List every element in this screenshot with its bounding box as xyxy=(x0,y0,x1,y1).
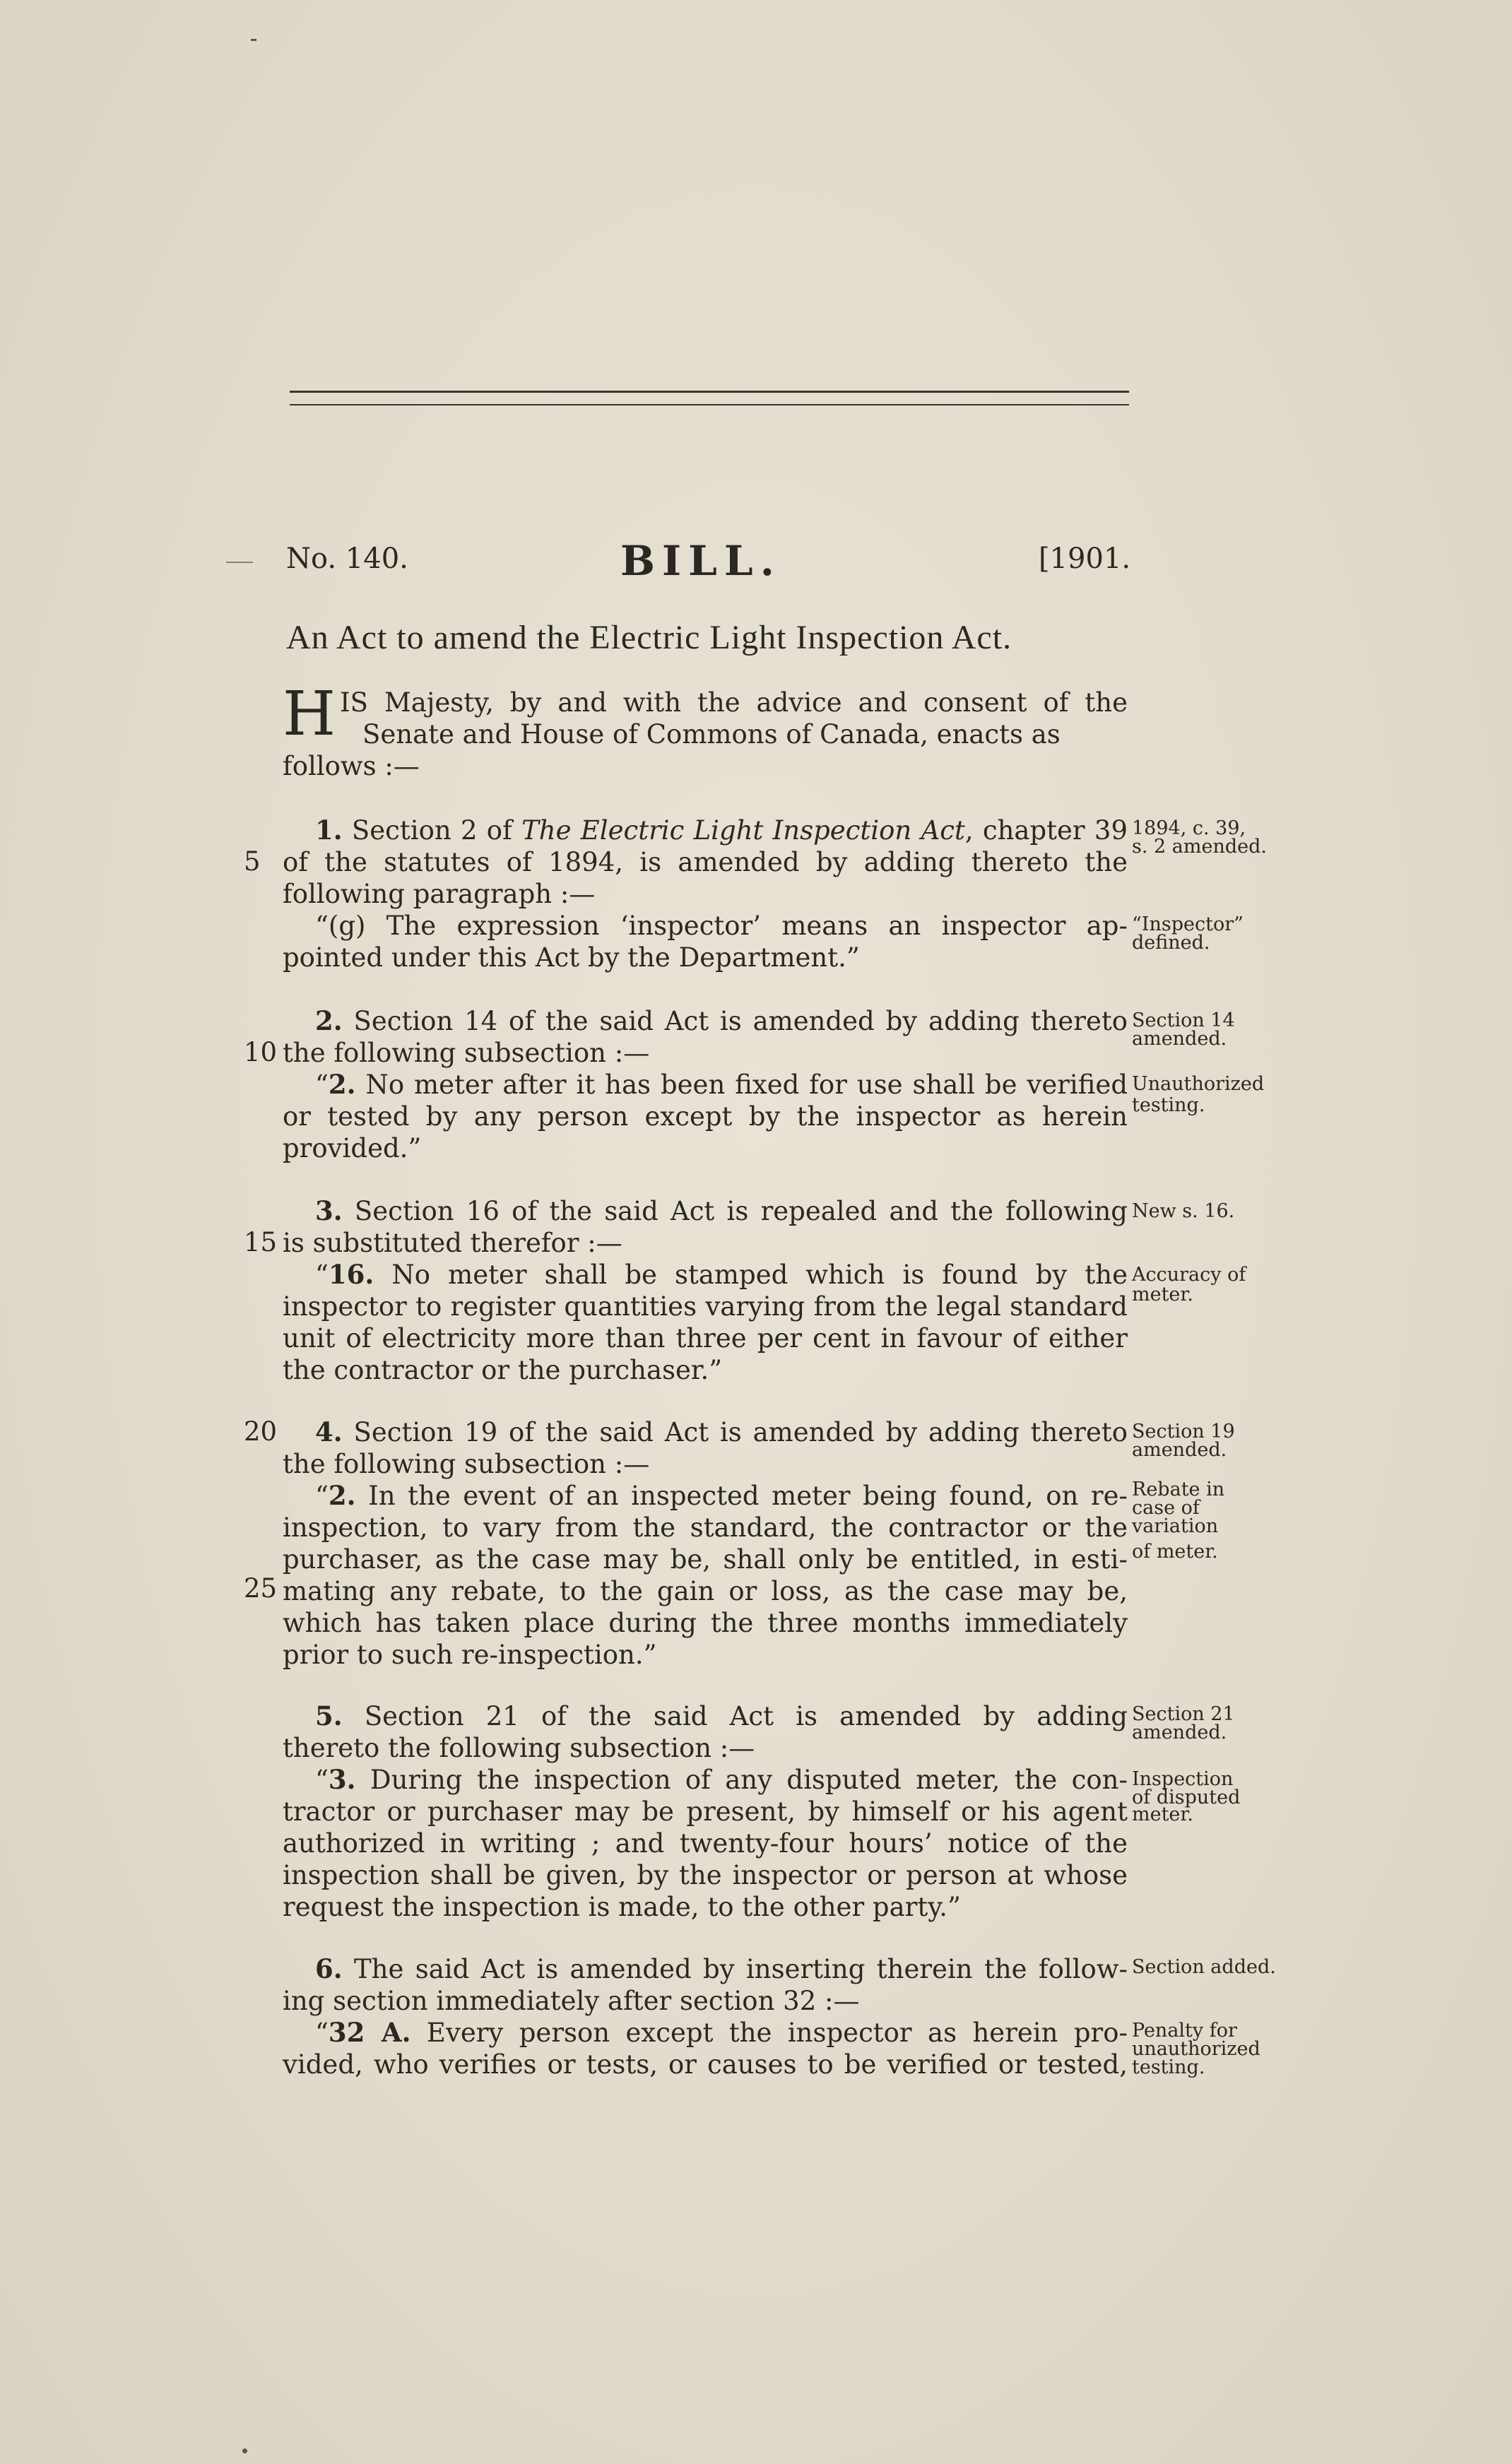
preamble xyxy=(283,679,1128,750)
section-line: “32 A. Every person except the inspector as herein pro- xyxy=(315,2017,1128,2048)
dropcap: H xyxy=(283,679,336,750)
section-line: request the inspection is made, to the other party.” xyxy=(283,1892,961,1922)
side-note: Section 21 xyxy=(1132,1703,1235,1725)
side-note: unauthorized xyxy=(1132,2038,1260,2060)
section-line: the following subsection :— xyxy=(283,1038,650,1068)
top-rule-2 xyxy=(290,404,1129,405)
section-line: purchaser, as the case may be, shall only be entitled, in esti- xyxy=(283,1544,1128,1575)
speck xyxy=(251,39,256,41)
side-note: Penalty for xyxy=(1132,2020,1237,2042)
section-line: “2. No meter after it has been fixed for use shall be verified xyxy=(315,1069,1128,1100)
section-1 xyxy=(283,815,1128,973)
side-note: meter. xyxy=(1132,1803,1193,1825)
section-5 xyxy=(283,1700,1128,1923)
section-line: 4. Section 19 of the said Act is amended by adding thereto xyxy=(315,1416,1128,1447)
section-line: 3. Section 16 of the said Act is repealed and the following xyxy=(315,1195,1128,1226)
side-note: defined. xyxy=(1132,932,1210,954)
section-line: 2. Section 14 of the said Act is amended by adding thereto xyxy=(315,1005,1128,1036)
side-note: Section added. xyxy=(1132,1956,1276,1978)
section-line: “3. During the inspection of any disputed meter, the con- xyxy=(315,1764,1128,1795)
section-line: “16. No meter shall be stamped which is found by the xyxy=(315,1259,1128,1290)
bill-number: No. 140. xyxy=(286,543,408,575)
side-note: Unauthorized xyxy=(1132,1073,1265,1095)
side-note: Inspection xyxy=(1132,1768,1234,1790)
section-line: provided.” xyxy=(283,1133,422,1163)
section-line: is substituted therefor :— xyxy=(283,1228,622,1258)
preamble-line: Senate and House of Commons of Canada, enacts as xyxy=(362,719,1061,750)
section-line: which has taken place during the three months immediately xyxy=(283,1608,1128,1638)
section-line: 6. The said Act is amended by inserting therein the follow- xyxy=(315,1953,1128,1984)
margin-dash xyxy=(226,562,253,563)
section-3 xyxy=(283,1195,1128,1386)
side-note: Section 19 xyxy=(1132,1421,1235,1443)
side-note: Rebate in xyxy=(1132,1479,1225,1500)
section-line: 1. Section 2 of The Electric Light Inspection Act, chapter 39 xyxy=(315,815,1128,846)
line-number: 20 xyxy=(244,1416,278,1447)
section-line: the following subsection :— xyxy=(283,1449,650,1479)
section-line: 5. Section 21 of the said Act is amended by adding xyxy=(315,1700,1128,1731)
side-note: amended. xyxy=(1132,1439,1227,1461)
line-number: 25 xyxy=(244,1573,278,1604)
section-line: vided, who verifies or tests, or causes to be verified or tested, xyxy=(283,2049,1128,2080)
section-line: inspector to register quantities varying from the legal standard xyxy=(283,1291,1128,1322)
side-note: variation xyxy=(1132,1515,1219,1537)
side-note: meter. xyxy=(1132,1284,1193,1305)
section-line: pointed under this Act by the Department.” xyxy=(283,942,860,973)
section-line: tractor or purchaser may be present, by himself or his agent xyxy=(283,1796,1128,1827)
top-rule xyxy=(290,391,1129,393)
section-line: the contractor or the purchaser.” xyxy=(283,1355,723,1385)
preamble-line: IS Majesty, by and with the advice and consent of the xyxy=(340,687,1128,718)
side-note: testing. xyxy=(1132,2056,1205,2078)
side-note: amended. xyxy=(1132,1028,1227,1050)
section-line: prior to such re-inspection.” xyxy=(283,1640,657,1670)
side-note: of disputed xyxy=(1132,1787,1241,1808)
section-line: ing section immediately after section 32 :— xyxy=(283,1986,860,2016)
line-number: 10 xyxy=(244,1037,278,1067)
section-2 xyxy=(283,1005,1128,1164)
preamble-end xyxy=(283,750,1128,782)
section-line: thereto the following subsection :— xyxy=(283,1733,755,1763)
side-note: case of xyxy=(1132,1497,1200,1519)
section-line: “(g) The expression ‘inspector’ means an inspector ap- xyxy=(315,911,1128,941)
section-line: mating any rebate, to the gain or loss, as the case may be, xyxy=(283,1576,1128,1606)
side-note: New s. 16. xyxy=(1132,1200,1235,1222)
line-number: 5 xyxy=(244,846,261,877)
section-line: authorized in writing ; and twenty-four hours’ notice of the xyxy=(283,1828,1128,1859)
section-4 xyxy=(283,1416,1128,1671)
speck xyxy=(242,2448,247,2453)
side-note: Section 14 xyxy=(1132,1009,1235,1031)
preamble-line: follows :— xyxy=(283,751,420,781)
side-note: “Inspector” xyxy=(1132,913,1244,935)
section-line: inspection, to vary from the standard, the contractor or the xyxy=(283,1512,1128,1543)
bill-year: [1901. xyxy=(1039,543,1131,575)
section-6 xyxy=(283,1953,1128,2080)
section-line: of the statutes of 1894, is amended by adding thereto the xyxy=(283,847,1128,877)
side-note: s. 2 amended. xyxy=(1132,836,1267,858)
side-note: 1894, c. 39, xyxy=(1132,817,1246,839)
section-line: “2. In the event of an inspected meter being found, on re- xyxy=(315,1480,1128,1511)
section-line: unit of electricity more than three per cent in favour of either xyxy=(283,1323,1128,1354)
section-line: or tested by any person except by the inspector as herein xyxy=(283,1101,1128,1132)
section-line: inspection shall be given, by the inspector or person at whose xyxy=(283,1860,1128,1890)
bill-title: An Act to amend the Electric Light Inspection Act. xyxy=(286,619,1012,656)
bill-heading: BILL. xyxy=(620,537,781,585)
side-note: of meter. xyxy=(1132,1541,1218,1563)
line-number: 15 xyxy=(244,1227,278,1257)
side-note: Accuracy of xyxy=(1132,1264,1246,1286)
side-note: testing. xyxy=(1132,1094,1205,1116)
side-note: amended. xyxy=(1132,1722,1227,1743)
section-line: following paragraph :— xyxy=(283,879,596,909)
